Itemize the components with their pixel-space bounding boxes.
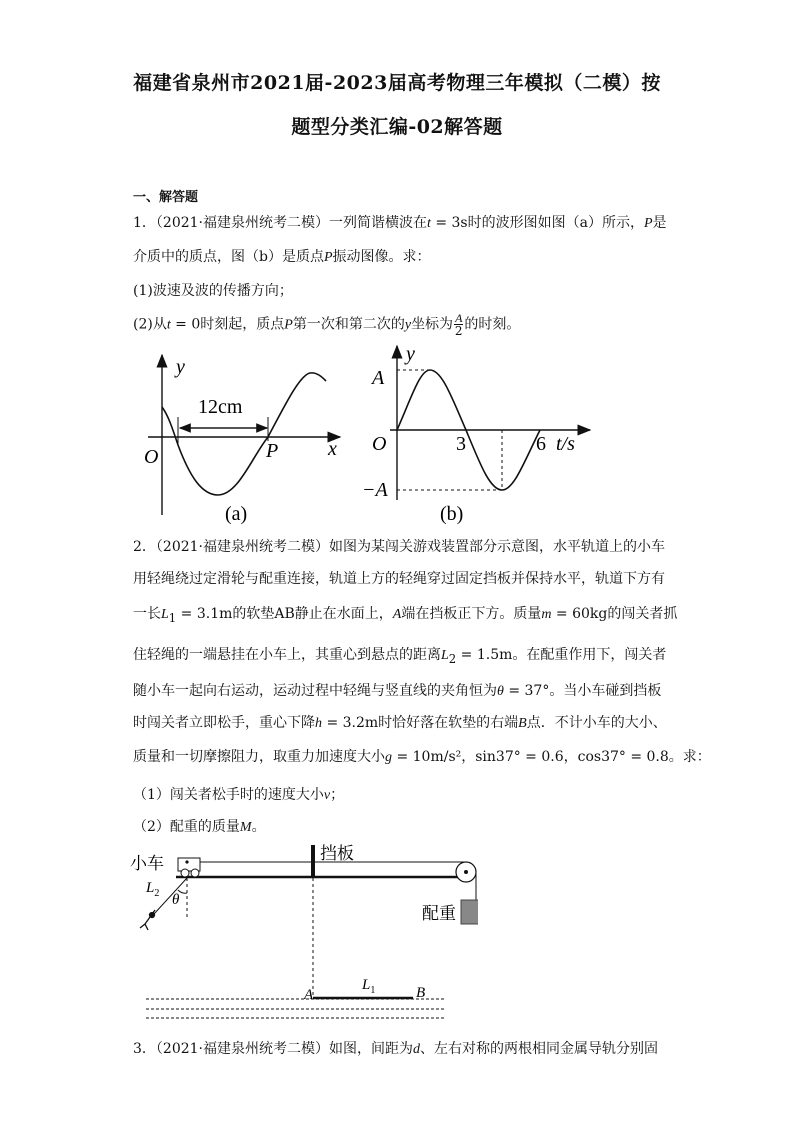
q2-part-2: （2）配重的质量M。: [133, 819, 266, 835]
fig-a-y-label: y: [176, 356, 185, 378]
fig-b-origin: O: [372, 433, 387, 455]
label-baffle: 挡板: [320, 844, 354, 863]
fig-b-tick-3: 3: [456, 433, 466, 455]
fig-b-tick-6: 6: [536, 433, 546, 455]
fig-b-y-label: y: [406, 343, 415, 365]
q1-part-1: (1)波速及波的传播方向；: [133, 283, 293, 299]
q2-part-1: （1）闯关者松手时的速度大小v；: [133, 787, 345, 803]
label-cart: 小车: [130, 854, 164, 873]
q2-line-7: 质量和一切摩擦阻力，取重力加速度大小g = 10m/s²，sin37° = 0.6，cos37° = 0.8。求：: [133, 749, 711, 765]
fig-a-point-p: P: [266, 440, 279, 462]
label-l2: $L_2$: [146, 880, 160, 899]
label-b: B: [416, 985, 426, 1001]
baffle: [311, 845, 315, 878]
q2-line-4: 住轻绳的一端悬挂在小车上，其重心到悬点的距离$L_2 = 1.5m$。在配重作用下，闯关者: [133, 647, 667, 666]
section-heading: 一、解答题: [133, 190, 199, 205]
q1-line-2: 介质中的质点，图（b）是质点P振动图像。求：: [133, 249, 431, 265]
label-theta: θ: [172, 892, 180, 908]
q1-part-2: (2)从t = 0时刻起，质点P第一次和第二次的y坐标为 $\frac{A}{2}$ 的时刻。: [133, 311, 521, 338]
q2-line-6: 时闯关者立即松手，重心下降h = 3.2m时恰好落在软垫的右端B点．不计小车的大小、: [133, 715, 667, 731]
fig-a-waveform: [162, 373, 326, 495]
page-title-line-2: 题型分类汇编-02解答题: [291, 116, 503, 138]
fraction-a-over-2: $\frac{A}{2}$: [454, 311, 463, 338]
page-title-line-1: 福建省泉州市2021届-2023届高考物理三年模拟（二模）按: [133, 72, 661, 94]
q2-line-3: 一长$L_1 = 3.1m$的软垫AB静止在水面上，A端在挡板正下方。质量m = 60kg的闯关者抓: [133, 606, 678, 625]
q2-line-5: 随小车一起向右运动，运动过程中轻绳与竖直线的夹角恒为θ = 37°。当小车碰到挡板: [133, 683, 662, 699]
figure-b-vibration: [360, 340, 600, 530]
fig-a-dim-label: 12cm: [198, 396, 243, 418]
figure-q2-apparatus: [128, 842, 478, 1028]
figure-a-wave: [140, 345, 355, 530]
fig-b-t-label: t/s: [556, 433, 575, 455]
fig-b-amp-neg: −A: [362, 479, 388, 501]
fig-a-origin: O: [144, 446, 159, 468]
q2-line-2: 用轻绳绕过定滑轮与配重连接，轨道上方的轻绳穿过固定挡板并保持水平，轨道下方有: [133, 571, 665, 587]
fig-a-caption: (a): [225, 503, 248, 525]
q3-line-1: 3．（2021·福建泉州统考二模）如图，间距为d、左右对称的两根相同金属导轨分别固: [133, 1041, 658, 1057]
q1-line-1: 1．（2021·福建泉州统考二模）一列简谐横波在t = 3s时的波形图如图（a）所示，P是: [133, 215, 667, 231]
fig-a-x-label: x: [328, 438, 337, 460]
counterweight: [461, 900, 478, 924]
label-l1: $L_1$: [362, 977, 376, 996]
q2-line-1: 2．（2021·福建泉州统考二模）如图为某闯关游戏装置部分示意图，水平轨道上的小车: [133, 539, 665, 555]
fig-b-caption: (b): [440, 503, 464, 525]
fig-b-amp-pos: A: [372, 367, 385, 389]
label-counterweight: 配重: [422, 904, 456, 923]
player-figure: [140, 910, 155, 930]
label-a: A: [304, 987, 314, 1003]
